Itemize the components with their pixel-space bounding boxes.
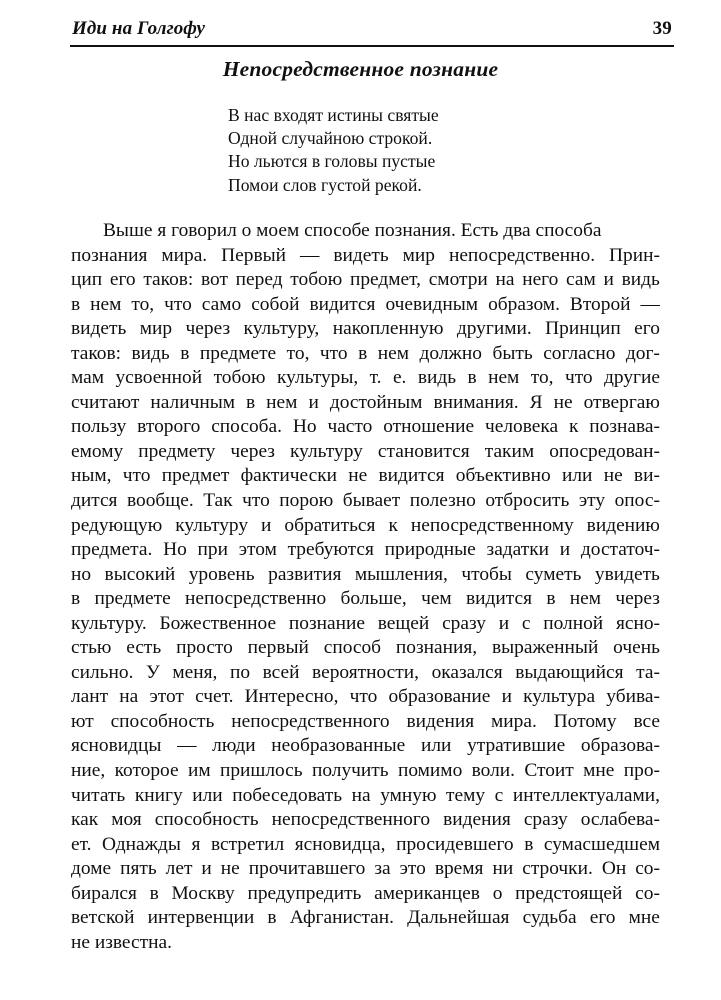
epigraph-line: Помои слов густой рекой.	[228, 174, 422, 195]
body-line: пользу второго способа. Но часто отношение человека к познава-	[71, 416, 660, 438]
body-line: ясновидцы — люди необразованные или утратившие образова-	[71, 735, 660, 757]
body-line: как моя способность непосредственного видения сразу ослабева-	[71, 809, 660, 831]
body-line: в предмете непосредственно больше, чем видится в нем через	[71, 588, 660, 610]
page-number: 39	[652, 18, 672, 39]
epigraph-line: Одной случайною строкой.	[228, 128, 433, 149]
body-line: мам усвоенной тобою культуры, т. е. видь в нем то, что другие	[71, 367, 660, 389]
section-title: Непосредственное познание	[222, 57, 499, 81]
body-line: лант на этот счет. Интересно, что образование и культура убива-	[71, 686, 660, 708]
epigraph-line: В нас входят истины святые	[228, 105, 439, 125]
body-line: ет. Однажды я встретил ясновидца, просидевшего в сумасшедшем	[71, 833, 660, 855]
body-line: сильно. У меня, по всей вероятности, оказался выдающийся та-	[71, 661, 660, 683]
body-line: предмета. Но при этом требуются природные задатки и достаточ-	[71, 539, 660, 561]
body-line: стью есть просто первый способ познания, выраженный очень	[71, 637, 660, 659]
body-line: культуру. Божественное познание вещей сразу и с полной ясно-	[71, 612, 660, 634]
body-line: таков: видь в предмете то, что в нем должно быть согласно дог-	[71, 342, 660, 364]
body-line: ным, что предмет фактически не видится объективно или не ви-	[71, 465, 660, 487]
body-line: бирался в Москву предупредить американцев о предстоящей со-	[71, 882, 660, 904]
body-line: познания мира. Первый — видеть мир непосредственно. Прин-	[71, 244, 660, 266]
body-line: но высокий уровень развития мышления, чтобы суметь увидеть	[71, 563, 660, 585]
body-line: ветской интервенции в Афганистан. Дальнейшая судьба его мне	[71, 907, 660, 929]
body-line: емому предмету через культуру становится таким опосредован-	[71, 440, 660, 462]
body-line: ют способность непосредственного видения мира. Потому все	[71, 710, 660, 732]
body-line: дится вообще. Так что порою бывает полезно отбросить эту опос-	[71, 490, 660, 512]
body-line: цип его таков: вот перед тобою предмет, смотри на него сам и видь	[71, 269, 660, 291]
body-line: не известна.	[71, 931, 172, 953]
body-paragraph	[71, 219, 660, 955]
body-line: считают наличным в нем и достойным внимания. Я не отвергаю	[71, 391, 660, 413]
running-head	[70, 18, 674, 48]
epigraph-line: Но льются в головы пустые	[228, 151, 436, 172]
body-line: Выше я говорил о моем способе познания. Есть два способа	[103, 220, 602, 241]
body-line: доме пять лет и не прочитавшего за это время ни строчки. Он со-	[71, 858, 660, 880]
body-line: в нем то, что само собой видится очевидным образом. Второй —	[71, 293, 660, 315]
running-head-title: Иди на Голгофу	[72, 18, 206, 39]
epigraph	[228, 104, 558, 197]
header-rule	[70, 45, 674, 47]
body-line: ние, которое им пришлось получить помимо воли. Стоит мне про-	[71, 760, 660, 782]
body-line: видеть мир через культуру, накопленную другими. Принцип его	[71, 318, 660, 340]
body-line: редующую культуру и обратиться к непосредственному видению	[71, 514, 660, 536]
body-line: читать книгу или побеседовать на умную тему с интеллектуалами,	[71, 784, 660, 806]
